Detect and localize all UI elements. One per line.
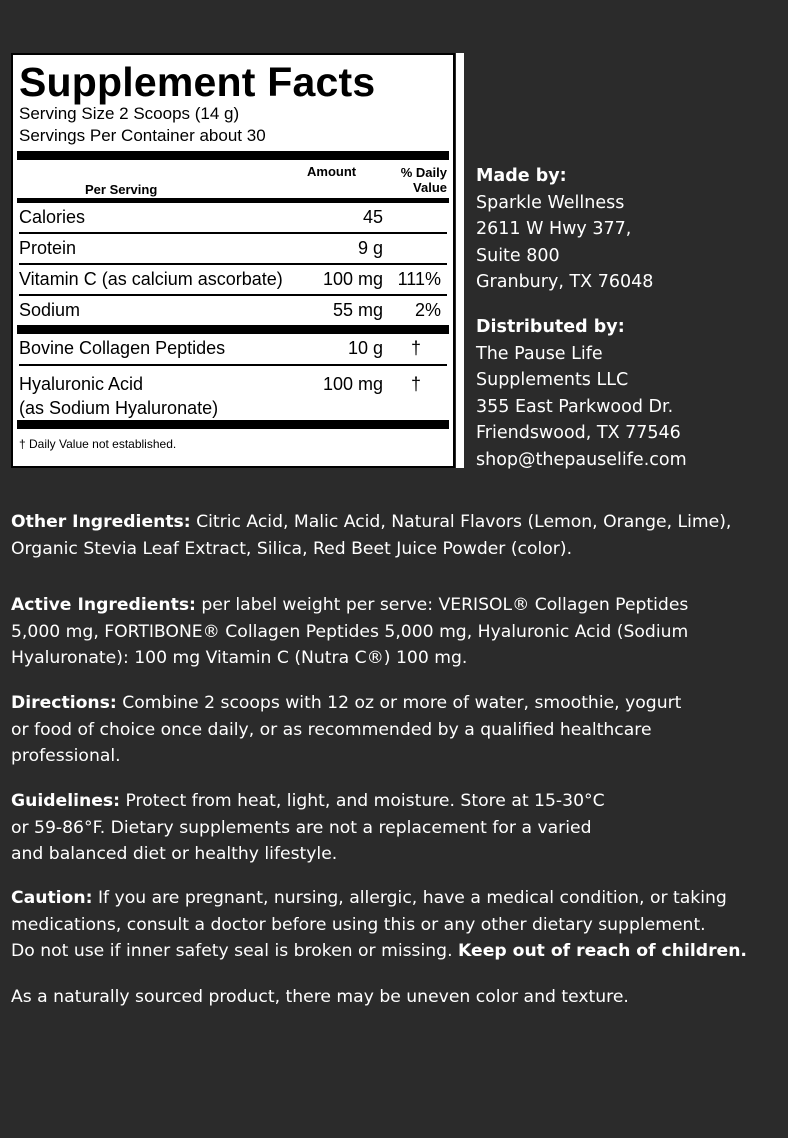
caution-label: Caution: <box>11 888 93 908</box>
ingredient-name-line2: (as Sodium Hyaluronate) <box>19 398 219 418</box>
guidelines-paragraph <box>11 788 781 868</box>
directions-label: Directions: <box>11 693 117 713</box>
paragraph-text: or food of choice once daily, or as recommended by a qualified healthcare <box>11 719 652 740</box>
active-ingredients-paragraph <box>11 592 781 672</box>
ingredient-name <box>19 372 218 420</box>
active-ingredients-label: Active Ingredients: <box>11 595 196 615</box>
header-dv-line2: Value <box>413 180 447 195</box>
nutrient-name: Vitamin C (as calcium ascorbate) <box>19 269 283 289</box>
nutrient-row <box>19 265 447 296</box>
servings-per-container: Servings Per Container about 30 <box>19 126 266 145</box>
nutrient-dv: 2% <box>414 300 441 320</box>
ingredient-row <box>19 366 447 420</box>
divider-thick <box>17 325 449 334</box>
supplement-facts-panel <box>11 53 455 468</box>
made-by-line: 2611 W Hwy 377, <box>476 219 632 240</box>
other-ingredients-label: Other Ingredients: <box>11 512 191 532</box>
nutrient-row <box>19 203 447 234</box>
paragraph-text: per label weight per serve: VERISOL® Collagen Peptides <box>195 595 689 615</box>
nutrient-row <box>19 296 447 325</box>
facts-header <box>19 160 447 198</box>
nutrient-name: Calories <box>19 207 86 227</box>
nutrient-row <box>19 234 447 265</box>
paragraph-text: If you are pregnant, nursing, allergic, have a medical condition, or taking <box>92 888 727 908</box>
footnote: † Daily Value not established. <box>19 437 177 451</box>
paragraph-text: professional. <box>11 746 121 767</box>
paragraph-text: or 59-86°F. Dietary supplements are not a replacement for a varied <box>11 817 592 838</box>
nutrient-amount: 100 mg <box>322 269 383 289</box>
made-by-line: Suite 800 <box>476 245 560 266</box>
distributed-by-line: 355 East Parkwood Dr. <box>476 396 674 417</box>
made-by-block <box>476 163 653 296</box>
paragraph-text: and balanced diet or healthy lifestyle. <box>11 844 338 865</box>
paragraph-text: medications, consult a doctor before using this or any other dietary supplement. <box>11 914 706 935</box>
panel-edge <box>456 53 464 468</box>
ingredient-name-line1: Hyaluronic Acid <box>19 374 144 394</box>
paragraph-text: Protect from heat, light, and moisture. Store at 15-30°C <box>119 791 605 811</box>
nutrient-name: Protein <box>19 238 77 258</box>
divider-thick <box>17 420 449 429</box>
distributed-by-line: Supplements LLC <box>476 370 629 391</box>
made-by-line: Granbury, TX 76048 <box>476 272 654 293</box>
nutrient-dv: 111% <box>397 269 441 289</box>
contact-email: shop@thepauselife.com <box>476 449 687 470</box>
nutrient-amount: 45 <box>362 207 383 227</box>
paragraph-text: 5,000 mg, FORTIBONE® Collagen Peptides 5,000 mg, Hyaluronic Acid (Sodium <box>11 621 689 642</box>
ingredient-row <box>19 334 447 366</box>
paragraph-text: Hyaluronate): 100 mg Vitamin C (Nutra C®) 100 mg. <box>11 648 468 669</box>
caution-paragraph <box>11 885 781 965</box>
nutrient-amount: 9 g <box>357 238 383 258</box>
divider-thick <box>17 151 449 160</box>
ingredient-amount: 10 g <box>347 338 383 358</box>
made-by-line: Sparkle Wellness <box>476 192 625 213</box>
header-daily-value <box>401 165 447 195</box>
facts-title: Supplement Facts <box>19 59 376 105</box>
ingredient-name: Bovine Collagen Peptides <box>19 338 226 358</box>
paragraph-text: Organic Stevia Leaf Extract, Silica, Red Beet Juice Powder (color). <box>11 538 573 559</box>
distributed-by-line: The Pause Life <box>476 343 603 364</box>
caution-warning: Keep out of reach of children. <box>458 941 747 962</box>
serving-size: Serving Size 2 Scoops (14 g) <box>19 104 240 123</box>
ingredient-amount: 100 mg <box>322 374 383 394</box>
distributed-by-heading: Distributed by: <box>476 317 625 337</box>
paragraph-text: Citric Acid, Malic Acid, Natural Flavors (Lemon, Orange, Lime), <box>190 512 732 532</box>
natural-product-note: As a naturally sourced product, there may be uneven color and texture. <box>11 987 629 1007</box>
distributed-by-line: Friendswood, TX 77546 <box>476 423 681 444</box>
directions-paragraph <box>11 690 781 770</box>
distributed-by-block <box>476 314 687 474</box>
nutrient-name: Sodium <box>19 300 81 320</box>
other-ingredients-paragraph <box>11 509 781 562</box>
header-per-serving: Per Serving <box>85 182 158 197</box>
header-amount: Amount <box>307 164 357 179</box>
paragraph-text: Combine 2 scoops with 12 oz or more of water, smoothie, yogurt <box>116 693 682 713</box>
made-by-heading: Made by: <box>476 166 567 186</box>
nutrient-amount: 55 mg <box>332 300 383 320</box>
ingredient-dv: † <box>410 338 421 358</box>
ingredient-dv: † <box>410 374 421 394</box>
header-dv-line1: % Daily <box>400 165 447 180</box>
guidelines-label: Guidelines: <box>11 791 120 811</box>
paragraph-text: Do not use if inner safety seal is broken or missing. <box>11 941 459 962</box>
